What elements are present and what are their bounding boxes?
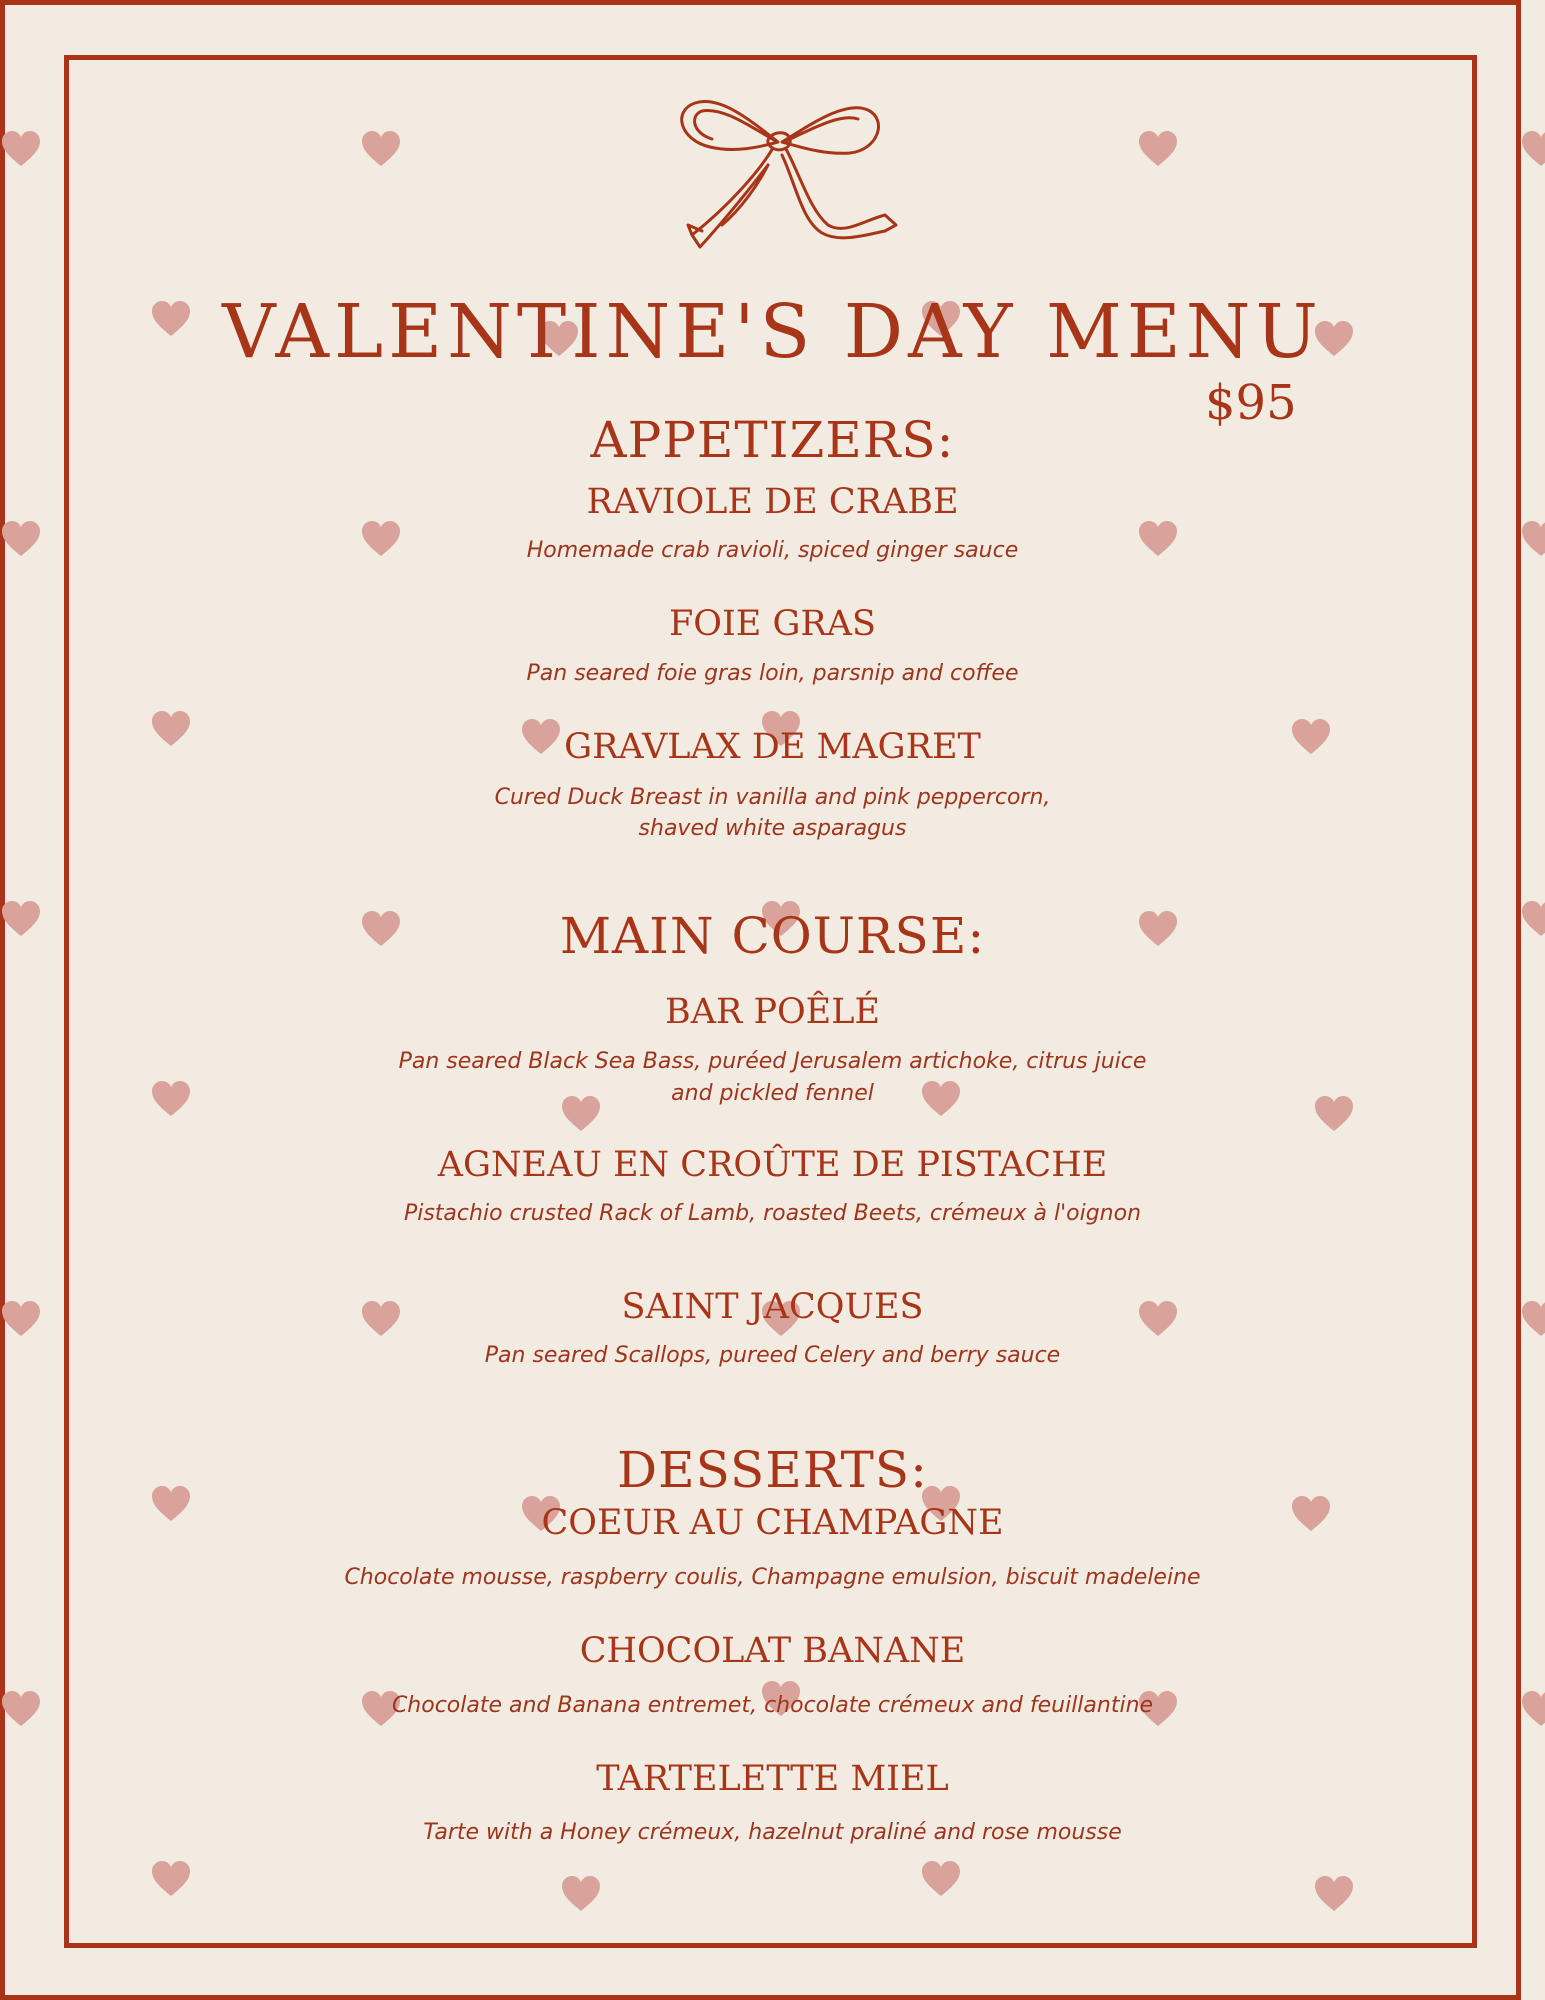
heart-icon [920,1860,962,1898]
heart-icon [560,1875,602,1913]
heart-icon [1313,1875,1355,1913]
dish-name: BAR POÊLÉ [664,992,881,1032]
dish-name: TARTELETTE MIEL [596,1759,949,1799]
dish-name: SAINT JACQUES [621,1287,924,1327]
dish-description: Pan seared Black Sea Bass, puréed Jerusalem artichoke, citrus juice [398,1049,1147,1074]
section-heading-appetizers: APPETIZERS: [590,411,955,469]
dish-name: COEUR AU CHAMPAGNE [541,1503,1004,1543]
dish-description: Pistachio crusted Rack of Lamb, roasted Beets, crémeux à l'oignon [403,1201,1142,1226]
dish-description: Tarte with a Honey crémeux, hazelnut praliné and rose mousse [423,1820,1122,1845]
section-heading-desserts: DESSERTS: [617,1441,928,1499]
dish-name: RAVIOLE DE CRABE [586,482,959,522]
dish-description: Pan seared Scallops, pureed Celery and berry sauce [484,1343,1061,1368]
dish-description: and pickled fennel [671,1081,874,1106]
dish-description: Chocolate mousse, raspberry coulis, Champagne emulsion, biscuit madeleine [344,1565,1201,1590]
heart-icon [1137,130,1179,168]
dish-name: FOIE GRAS [668,604,877,644]
menu-title: VALENTINE'S DAY MENU [222,289,1323,375]
dish-name: AGNEAU EN CROÛTE DE PISTACHE [437,1145,1108,1185]
ribbon-bow-icon [650,85,900,255]
heart-icon [360,130,402,168]
dish-description: Chocolate and Banana entremet, chocolate crémeux and feuillantine [391,1693,1154,1718]
dish-description: Pan seared foie gras loin, parsnip and coffee [526,661,1019,686]
heart-icon [1520,130,1545,168]
dish-description: shaved white asparagus [638,816,907,841]
heart-icon [0,130,42,168]
menu-price: $95 [1205,375,1297,431]
heart-icon [150,1860,192,1898]
dish-name: CHOCOLAT BANANE [579,1631,966,1671]
dish-description: Homemade crab ravioli, spiced ginger sauce [526,538,1019,563]
dish-name: GRAVLAX DE MAGRET [564,727,981,767]
section-heading-main-course: MAIN COURSE: [559,907,986,965]
dish-description: Cured Duck Breast in vanilla and pink peppercorn, [494,785,1051,810]
